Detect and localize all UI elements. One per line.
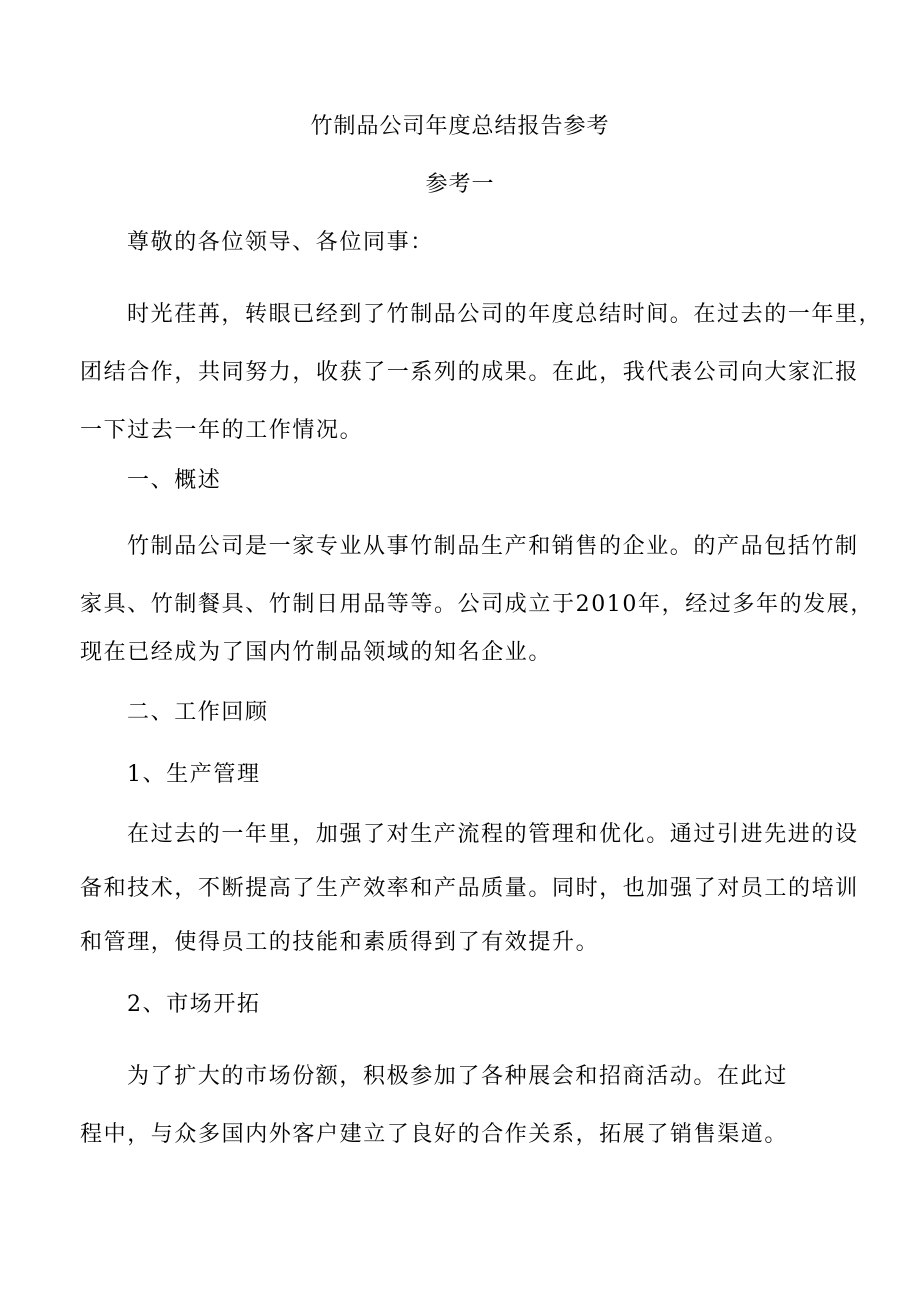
section-heading-overview: 一、概述 [127, 468, 222, 493]
intro-line-2: 团结合作，共同努力，收获了一系列的成果。在此，我代表公司向大家汇报 [80, 360, 859, 385]
market-line-2: 程中，与众多国内外客户建立了良好的合作关系，拓展了销售渠道。 [80, 1122, 789, 1147]
market-line-1: 为了扩大的市场份额，积极参加了各种展会和招商活动。在此过 [127, 1064, 788, 1089]
production-line-3: 和管理，使得员工的技能和素质得到了有效提升。 [80, 930, 600, 955]
overview-line-2: 家具、竹制餐具、竹制日用品等等。公司成立于2010年，经过多年的发展， [80, 592, 874, 617]
greeting: 尊敬的各位领导、各位同事： [127, 230, 434, 255]
section-heading-review: 二、工作回顾 [127, 700, 269, 725]
production-line-1: 在过去的一年里，加强了对生产流程的管理和优化。通过引进先进的设 [127, 822, 859, 847]
overview-line-1: 竹制品公司是一家专业从事竹制品生产和销售的企业。的产品包括竹制 [127, 534, 859, 559]
intro-line-1: 时光荏苒，转眼已经到了竹制品公司的年度总结时间。在过去的一年里， [127, 302, 883, 327]
intro-line-3: 一下过去一年的工作情况。 [80, 418, 364, 443]
page-title: 竹制品公司年度总结报告参考 [310, 114, 610, 139]
subsection-heading-production: 1、生产管理 [127, 762, 261, 787]
production-line-2: 备和技术，不断提高了生产效率和产品质量。同时，也加强了对员工的培训 [80, 876, 859, 901]
overview-line-3: 现在已经成为了国内竹制品领域的知名企业。 [80, 640, 553, 665]
page-subtitle: 参考一 [425, 172, 495, 197]
subsection-heading-market: 2、市场开拓 [127, 992, 261, 1017]
